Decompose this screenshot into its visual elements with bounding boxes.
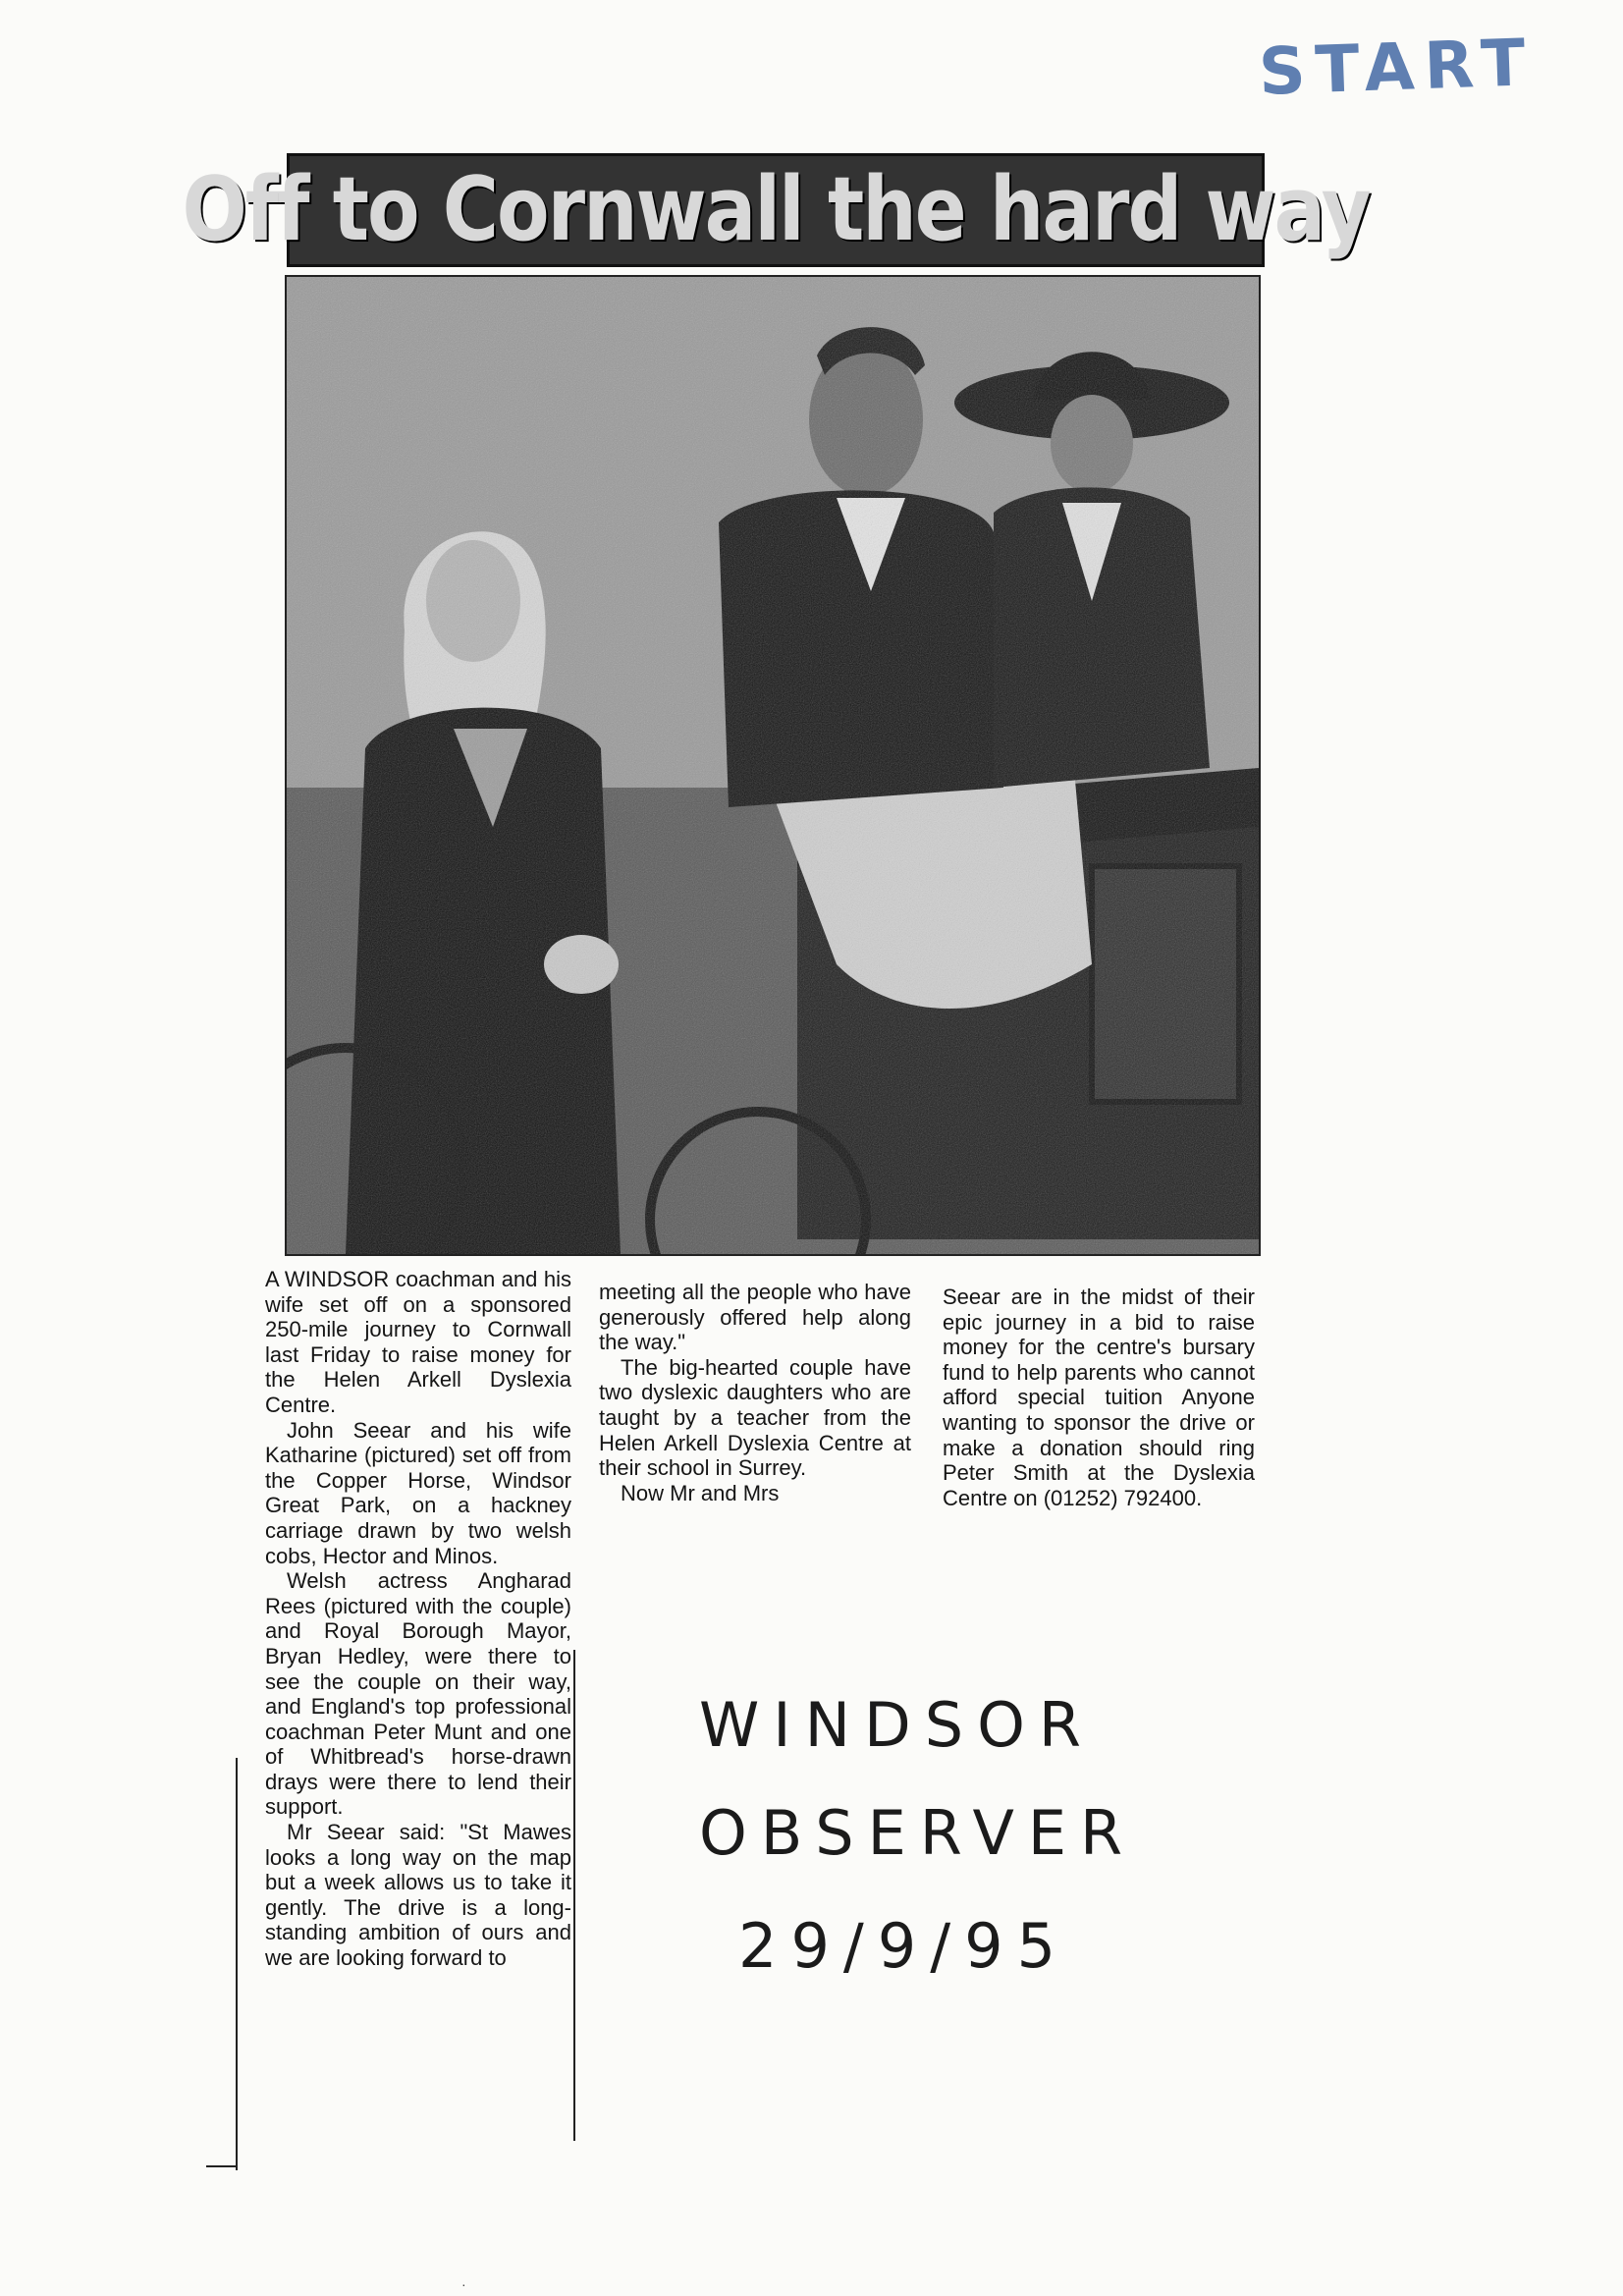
margin-bracket (236, 1758, 238, 2170)
bracket-tick (206, 2165, 236, 2167)
article-column-2 (599, 1280, 911, 1505)
handwritten-date: 29/9/95 (738, 1910, 1070, 1982)
paragraph: A WINDSOR coachman and his wife set off on a sponsored 250-mile journey to Cornwall last Friday to raise money for the Helen Arkell Dyslexia Centre. (265, 1267, 571, 1417)
paragraph: John Seear and his wife Katharine (pictured) set off from the Copper Horse, Windsor Great Park, on a hackney carriage drawn by two welsh cobs, Hector and Minos. (265, 1417, 571, 1568)
scan-speck: · (461, 2276, 466, 2292)
paragraph: Seear are in the midst of their epic journey in a bid to raise money for the centre's bursary fund to help parents who cannot afford special tuition Anyone wanting to sponsor the drive or make a donation should ring Peter Smith at the Dyslexia Centre on (01252) 792400. (943, 1285, 1255, 1510)
handwritten-publication: WINDSOR (699, 1689, 1095, 1761)
start-annotation: START (1257, 25, 1537, 110)
handwritten-publication-2: OBSERVER (699, 1797, 1137, 1869)
paragraph: Now Mr and Mrs (621, 1480, 780, 1505)
headline-banner (182, 153, 1370, 267)
article-column-1 (265, 1267, 571, 1971)
paragraph: meeting all the people who have generously offered help along the way." (599, 1280, 911, 1355)
paragraph: The big-hearted couple have two dyslexic daughters who are taught by a teacher from the Helen Arkell Dyslexia Centre at their school in Surrey. (599, 1354, 911, 1481)
headline: Off to Cornwall the hard way (182, 159, 1370, 261)
column-rule (573, 1650, 575, 2141)
article-photo (285, 275, 1261, 1256)
paragraph: Welsh actress Angharad Rees (pictured with the couple) and Royal Borough Mayor, Bryan Hedley, were there to see the couple on their way, and England's top professional coachman Peter Munt and one of Whitbread's horse-drawn drays were there to lend their support. (265, 1568, 571, 1820)
article-column-3 (943, 1285, 1255, 1510)
paragraph: Mr Seear said: "St Mawes looks a long way on the map but a week allows us to take it gently. The drive is a long-standing ambition of ours and we are looking forward to (265, 1820, 571, 1971)
photo-illustration (287, 277, 1259, 1254)
